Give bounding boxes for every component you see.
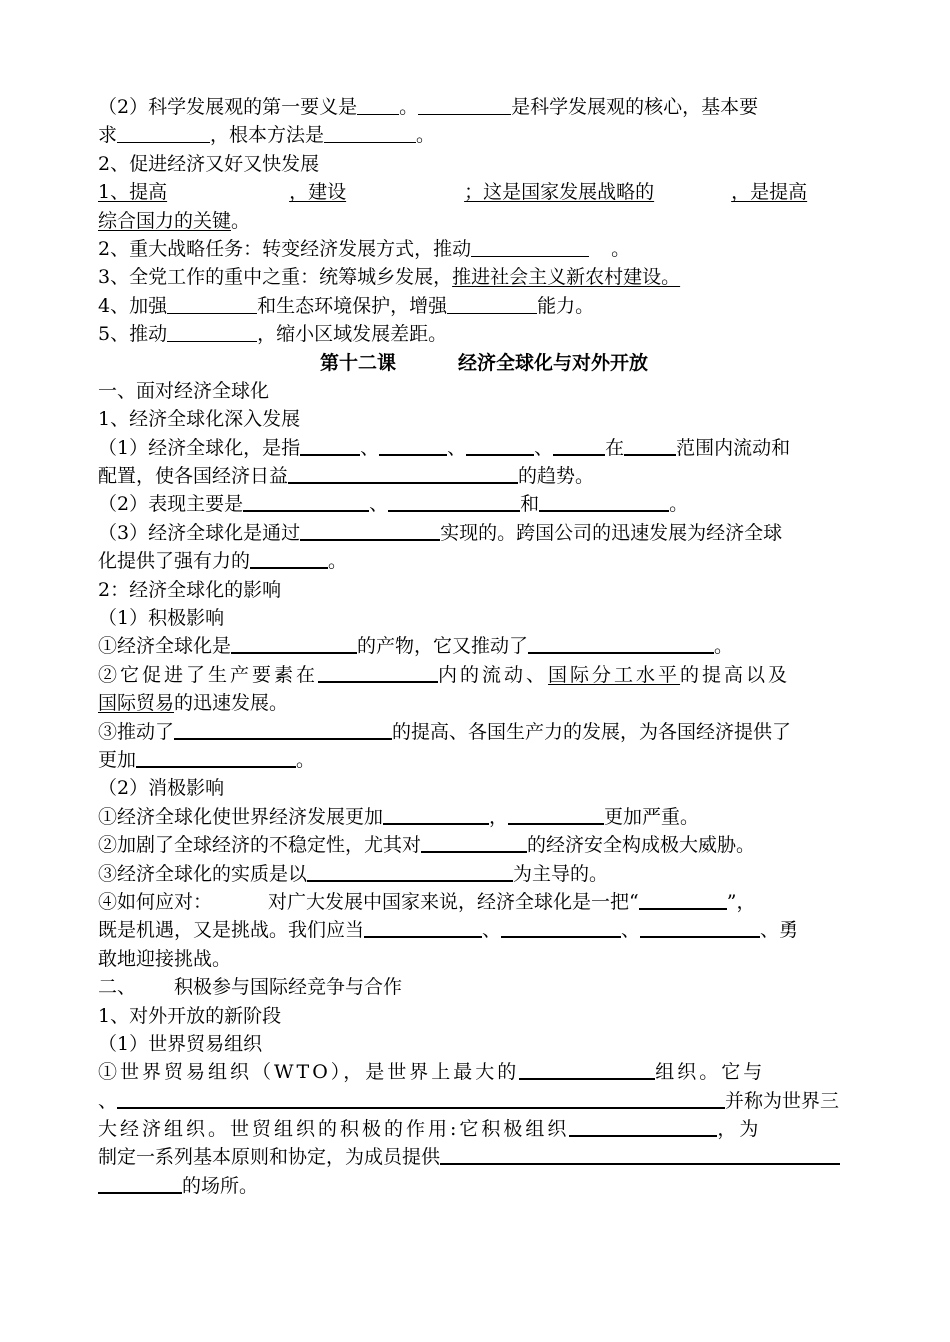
blank-line xyxy=(307,860,513,882)
text-line: （1）经济全球化，是指 、 、 、 在 范围内流动和 xyxy=(98,434,870,462)
blank-line xyxy=(383,803,489,825)
text-line: ①经济全球化使世界经济发展更加 ， 更加严重。 xyxy=(98,803,870,831)
blank-line xyxy=(288,462,518,484)
blank-line xyxy=(466,434,534,456)
text-line: ③经济全球化的实质是以 为主导的。 xyxy=(98,860,870,888)
blank-line xyxy=(471,236,589,257)
blank-line xyxy=(318,661,438,683)
blank-line xyxy=(440,1143,840,1165)
blank-line xyxy=(421,831,527,853)
blank-line xyxy=(324,122,416,143)
text-line: 2、重大战略任务：转变经济发展方式，推动 。 xyxy=(98,237,631,260)
text-line: ④如何应对： 对广大发展中国家来说，经济全球化是一把“ ”， xyxy=(98,888,870,916)
text-line: 更加 。 xyxy=(98,746,870,774)
blank-line xyxy=(553,434,605,456)
lesson-title: 第十二课 经济全球化与对外开放 xyxy=(319,351,649,374)
text-line: （2）表现主要是 、 和 。 xyxy=(98,490,870,518)
text-line: 、 并称为世界三 xyxy=(98,1087,870,1115)
blank-line xyxy=(174,718,392,740)
text-line: ②它促进了生产要素在 内的流动、国际分工水平的提高以及 xyxy=(98,661,870,689)
text-line: 4、加强 和生态环境保护，增强 能力。 xyxy=(98,294,595,317)
text-line: 的场所。 xyxy=(98,1172,870,1200)
blank-line xyxy=(418,94,511,115)
text-line: ②加剧了全球经济的不稳定性，尤其对 的经济安全构成极大威胁。 xyxy=(98,831,870,859)
text-line: （2）科学发展观的第一要义是 。 是科学发展观的核心，基本要 xyxy=(98,96,759,118)
section-heading: 1、经济全球化深入发展 xyxy=(98,408,301,431)
blank-line xyxy=(250,547,328,569)
text-line: ①经济全球化是 的产物，它又推动了 。 xyxy=(98,632,870,660)
text-line: 化提供了强有力的 。 xyxy=(98,547,870,575)
worksheet-page xyxy=(98,93,870,1200)
blank-line xyxy=(447,293,537,314)
blank-line xyxy=(539,490,669,512)
blank-line xyxy=(136,746,296,768)
subsection-heading: （2）消极影响 xyxy=(98,777,225,800)
blank-line xyxy=(243,490,369,512)
text-line: ③推动了 的提高、各国生产力的发展，为各国经济提供了 xyxy=(98,718,870,746)
blank-line xyxy=(640,916,760,938)
blank-line xyxy=(519,1058,655,1080)
text-line: 配置，使各国经济日益 的趋势。 xyxy=(98,462,870,490)
blank-line xyxy=(364,916,482,938)
subsection-heading: （1）积极影响 xyxy=(98,607,225,630)
section-heading: 2、促进经济又好又快发展 xyxy=(98,152,320,175)
section-heading: 1、对外开放的新阶段 xyxy=(98,1004,282,1027)
text-line: 敢地迎接挑战。 xyxy=(98,947,232,970)
blank-line xyxy=(167,321,257,342)
blank-line xyxy=(388,490,520,512)
blank-line xyxy=(569,1115,717,1137)
text-line: 大经济组织。世贸组织的积极的作用:它积极组织 ，为 xyxy=(98,1115,870,1143)
blank-line xyxy=(528,632,714,654)
section-heading: 2：经济全球化的影响 xyxy=(98,578,282,601)
blank-line xyxy=(117,1087,725,1109)
blank-line xyxy=(639,888,727,910)
blank-line xyxy=(117,122,210,143)
text-line: 1、提高 ，建设 ；这是国家发展战略的 ，是提高 xyxy=(98,181,808,204)
blank-line xyxy=(98,1172,182,1194)
blank-line xyxy=(167,293,257,314)
text-line: ①世界贸易组织（WTO），是世界上最大的 组织。它与 xyxy=(98,1058,870,1086)
blank-line xyxy=(231,632,357,654)
text-line: 5、推动 ，缩小区域发展差距。 xyxy=(98,323,448,346)
blank-line xyxy=(357,94,399,115)
blank-line xyxy=(300,519,440,541)
blank-line xyxy=(300,434,360,456)
blank-line xyxy=(501,916,621,938)
blank-line xyxy=(379,434,447,456)
text-line: 既是机遇，又是挑战。我们应当 、 、 、勇 xyxy=(98,916,870,944)
text-line: （3）经济全球化是通过 实现的。跨国公司的迅速发展为经济全球 xyxy=(98,519,870,547)
section-heading: 二、 积极参与国际经竞争与合作 xyxy=(98,976,403,999)
text-line: 求 ，根本方法是 。 xyxy=(98,124,436,147)
text-line: 综合国力的关键。 xyxy=(98,209,251,232)
text-line: 国际贸易的迅速发展。 xyxy=(98,692,289,715)
section-heading: 一、面对经济全球化 xyxy=(98,379,270,402)
text-line: 制定一系列基本原则和协定，为成员提供 xyxy=(98,1143,870,1171)
blank-line xyxy=(508,803,604,825)
blank-line xyxy=(624,434,676,456)
text-line: 3、全党工作的重中之重：统筹城乡发展，推进社会主义新农村建设。 xyxy=(98,266,681,289)
subsection-heading: （1）世界贸易组织 xyxy=(98,1032,263,1055)
